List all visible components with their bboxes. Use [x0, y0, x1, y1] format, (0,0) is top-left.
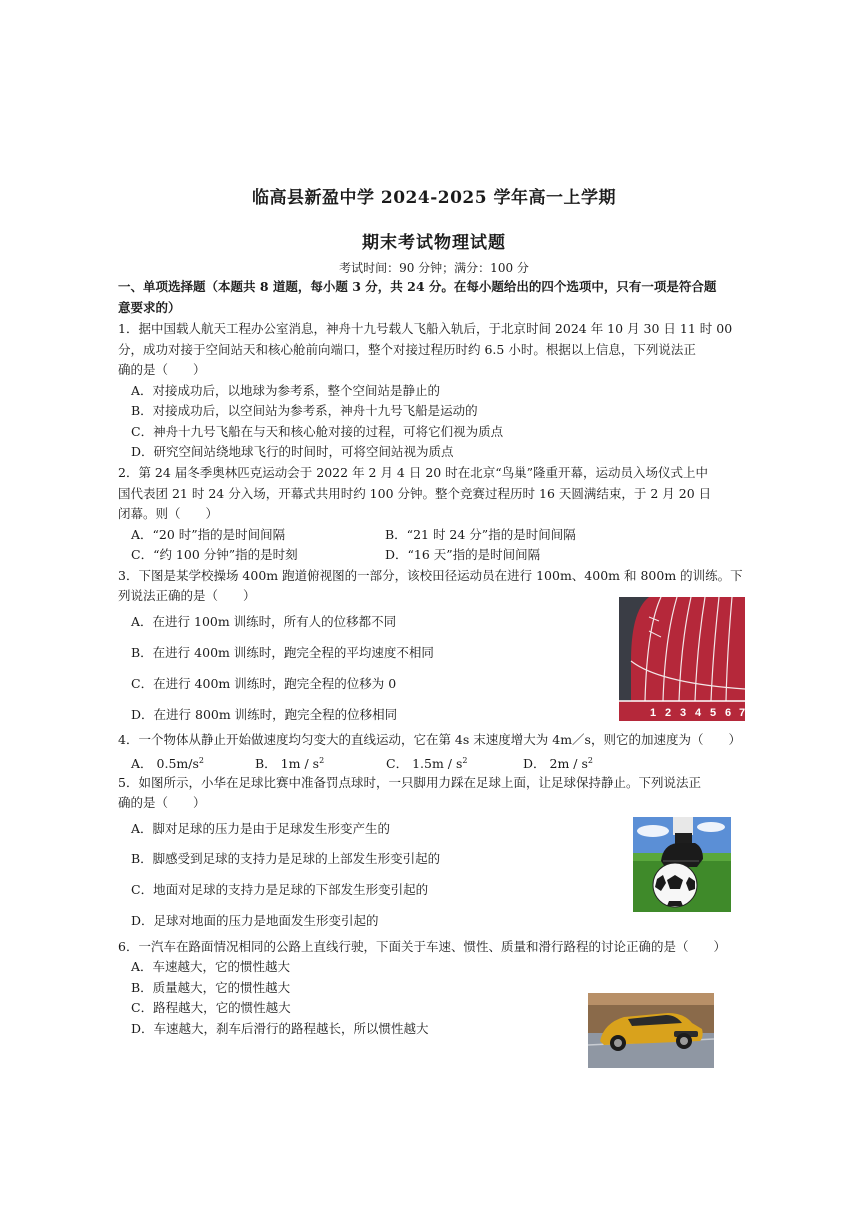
q6-option-d: D．车速越大，刹车后滑行的路程越长，所以惯性越大 [131, 1021, 429, 1036]
q3-option-b: B．在进行 400m 训练时，跑完全程的平均速度不相同 [131, 645, 434, 660]
q4-option-d: D． $2m / s^2$ [523, 756, 593, 772]
q2-stem-line1: 2．第 24 届冬季奥林匹克运动会于 2022 年 2 月 4 日 20 时在北京“鸟巢”隆重开幕，运动员入场仪式上中 [118, 465, 708, 480]
q2-stem-line3: 闭幕。则（ ） [118, 506, 219, 521]
section-heading: 一、单项选择题（本题共 8 道题，每小题 3 分，共 24 分。在每小题给出的四个选项中，只有一项是符合题 [118, 279, 717, 294]
q3-option-a: A．在进行 100m 训练时，所有人的位移都不同 [131, 614, 397, 629]
q4-option-a: A． $0.5m/s^2$ [131, 756, 204, 772]
track-lane-7: 7 [738, 707, 745, 719]
q3-option-c: C．在进行 400m 训练时，跑完全程的位移为 0 [131, 676, 397, 691]
q1-stem-line2: 分，成功对接于空间站天和核心舱前向端口，整个对接过程历时约 6.5 小时。根据以上信息，下列说法正 [118, 342, 696, 357]
q1-option-b: B．对接成功后，以空间站为参考系，神舟十九号飞船是运动的 [131, 403, 478, 418]
q5-option-c: C．地面对足球的支持力是足球的下部发生形变引起的 [131, 882, 429, 897]
q4-option-c: C． $1.5m / s^2$ [386, 756, 468, 772]
q2-option-a: A．“20 时”指的是时间间隔 [131, 527, 286, 542]
q5-option-d: D．足球对地面的压力是地面发生形变引起的 [131, 913, 379, 928]
track-lane-6: 6 [724, 707, 732, 719]
q3-stem-line1: 3．下图是某学校操场 400m 跑道俯视图的一部分，该校田径运动员在进行 100m、400m 和 800m 的训练。下 [118, 568, 743, 583]
q3-stem-line2: 列说法正确的是（ ） [118, 588, 256, 603]
q2-option-c: C．“约 100 分钟”指的是时刻 [131, 547, 298, 562]
football-image [633, 817, 731, 912]
q4-option-b: B． $1m / s^2$ [255, 756, 325, 772]
q6-stem: 6．一汽车在路面情况相同的公路上直线行驶，下面关于车速、惯性、质量和滑行路程的讨论正确的是（ ） [118, 939, 726, 954]
q2-option-b: B．“21 时 24 分”指的是时间间隔 [385, 527, 576, 542]
q1-option-a: A．对接成功后，以地球为参考系，整个空间站是静止的 [131, 383, 441, 398]
q1-option-d: D．研究空间站绕地球飞行的时间时，可将空间站视为质点 [131, 444, 454, 459]
track-lane-1: 1 [649, 707, 657, 719]
section-heading-cont: 意要求的） [118, 300, 181, 315]
page-title: 临高县新盈中学 2024-2025 学年高一上学期 [251, 188, 617, 208]
q1-option-c: C．神舟十九号飞船在与天和核心舱对接的过程，可将它们视为质点 [131, 424, 504, 439]
exam-info: 考试时间：90 分钟；满分：100 分 [339, 261, 529, 275]
q3-option-d: D．在进行 800m 训练时，跑完全程的位移相同 [131, 707, 398, 722]
q5-option-b: B．脚感受到足球的支持力是足球的上部发生形变引起的 [131, 851, 441, 866]
q1-stem-line1: 1．据中国载人航天工程办公室消息，神舟十九号载人飞船入轨后，于北京时间 2024 年 10 月 30 日 11 时 00 [118, 321, 733, 336]
q1-stem-line3: 确的是（ ） [118, 362, 206, 377]
q5-stem-line1: 5．如图所示，小华在足球比赛中准备罚点球时，一只脚用力踩在足球上面，让足球保持静止。下列说法正 [118, 775, 701, 790]
track-lane-5: 5 [709, 707, 717, 719]
q6-option-a: A．车速越大，它的惯性越大 [131, 959, 291, 974]
car-image [588, 993, 714, 1068]
q5-stem-line2: 确的是（ ） [118, 795, 206, 810]
q6-option-c: C．路程越大，它的惯性越大 [131, 1000, 291, 1015]
track-lane-3: 3 [679, 707, 687, 719]
q5-option-a: A．脚对足球的压力是由于足球发生形变产生的 [131, 821, 391, 836]
q6-option-b: B．质量越大，它的惯性越大 [131, 980, 291, 995]
track-lane-2: 2 [664, 707, 672, 719]
q2-option-d: D．“16 天”指的是时间间隔 [385, 547, 541, 562]
page-subtitle: 期末考试物理试题 [362, 233, 506, 253]
q2-stem-line2: 国代表团 21 时 24 分入场，开幕式共用时约 100 分钟。整个竞赛过程历时 16 天圆满结束，于 2 月 20 日 [118, 486, 712, 501]
running-track-image [619, 597, 745, 721]
track-lane-4: 4 [694, 707, 702, 719]
q4-stem: 4．一个物体从静止开始做速度均匀变大的直线运动，它在第 4s 末速度增大为 4m／s，则它的加速度为（ ） [118, 732, 741, 747]
